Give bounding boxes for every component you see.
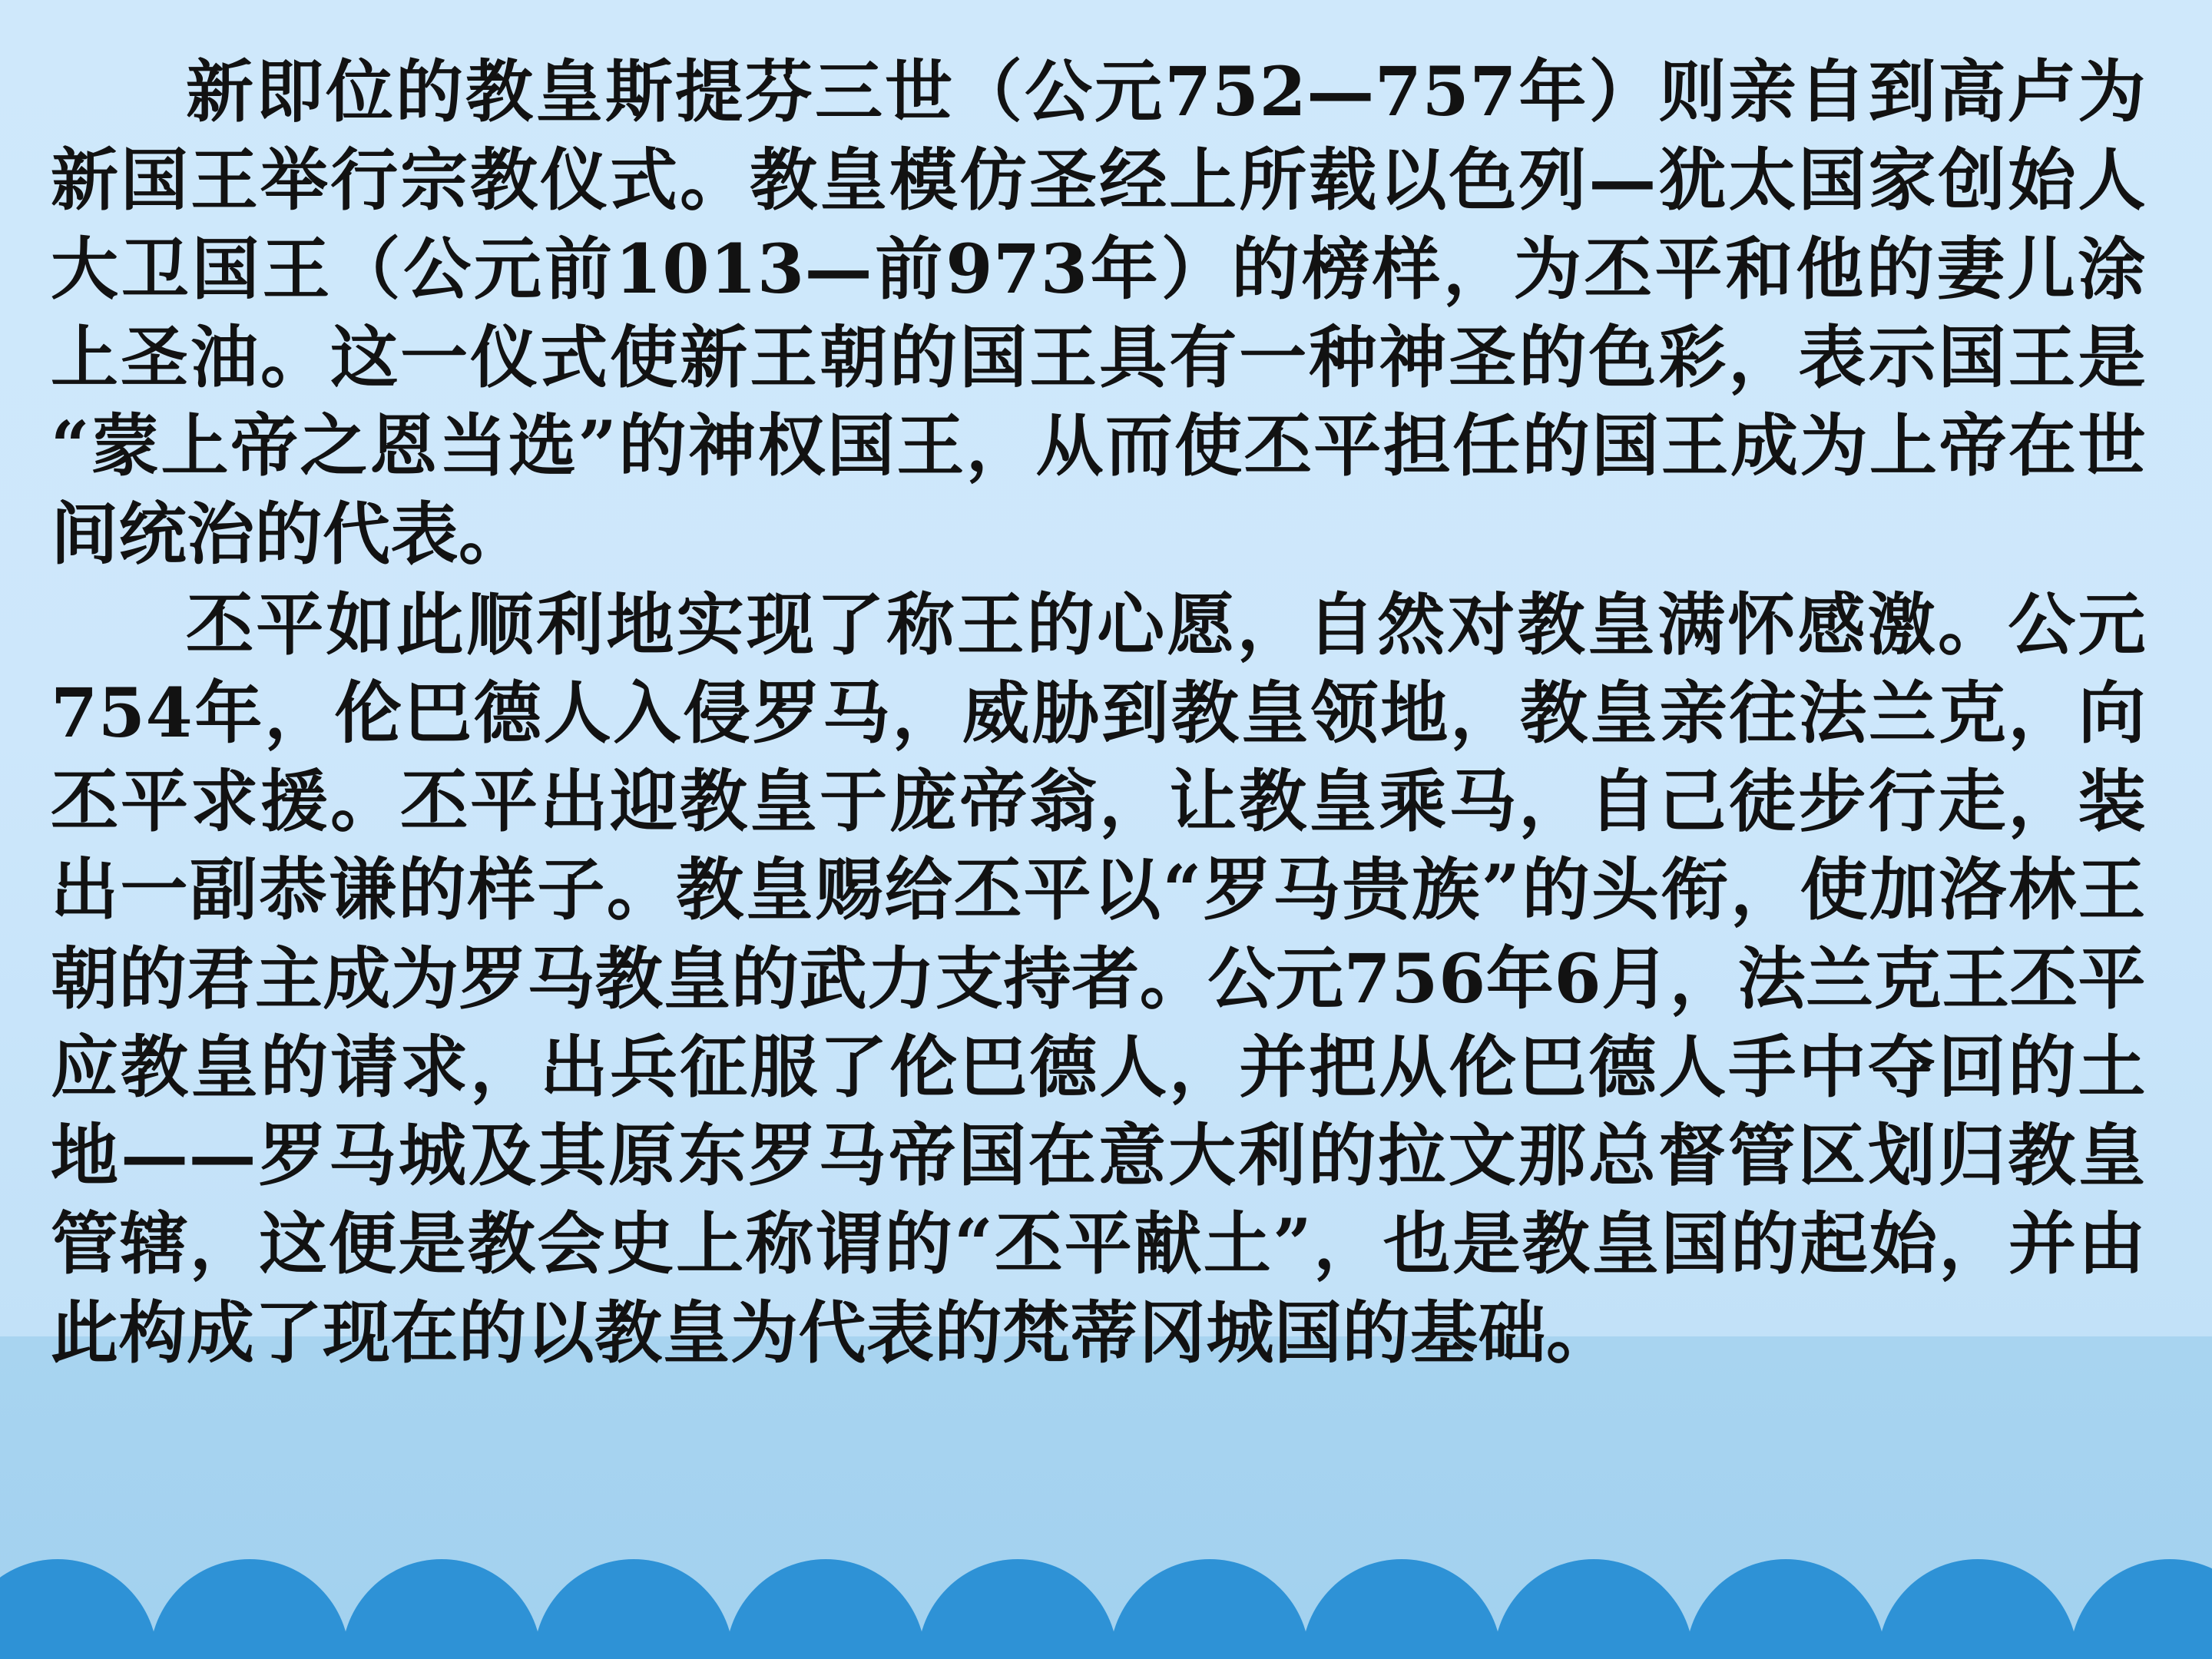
body-paragraph-1: 新即位的教皇斯提芬三世（公元752—757年）则亲自到高卢为新国王举行宗教仪式。教皇模仿圣经上所载以色列—犹太国家创始人大卫国王（公元前1013—前973年）的榜样，为丕平和他的妻儿涂上圣油。这一仪式使新王朝的国王具有一种神圣的色彩，表示国王是“蒙上帝之恩当选”的神权国王，从而使丕平担任的国王成为上帝在世间统治的代表。 (51, 51, 2146, 575)
body-paragraph-2: 丕平如此顺利地实现了称王的心愿，自然对教皇满怀感激。公元754年，伦巴德人入侵罗马，威胁到教皇领地，教皇亲往法兰克，向丕平求援。丕平出迎教皇于庞帝翁，让教皇乘马，自己徒步行走，装出一副恭谦的样子。教皇赐给丕平以“罗马贵族”的头衔，使加洛林王朝的君主成为罗马教皇的武力支持者。公元756年6月，法兰克王丕平应教皇的请求，出兵征服了伦巴德人，并把从伦巴德人手中夺回的土地——罗马城及其原东罗马帝国在意大利的拉文那总督管区划归教皇管辖，这便是教会史上称谓的“丕平献土”，也是教皇国的起始，并由此构成了现在的以教皇为代表的梵蒂冈城国的基础。 (51, 584, 2146, 1373)
scallop-decoration-icon (0, 1505, 2212, 1659)
